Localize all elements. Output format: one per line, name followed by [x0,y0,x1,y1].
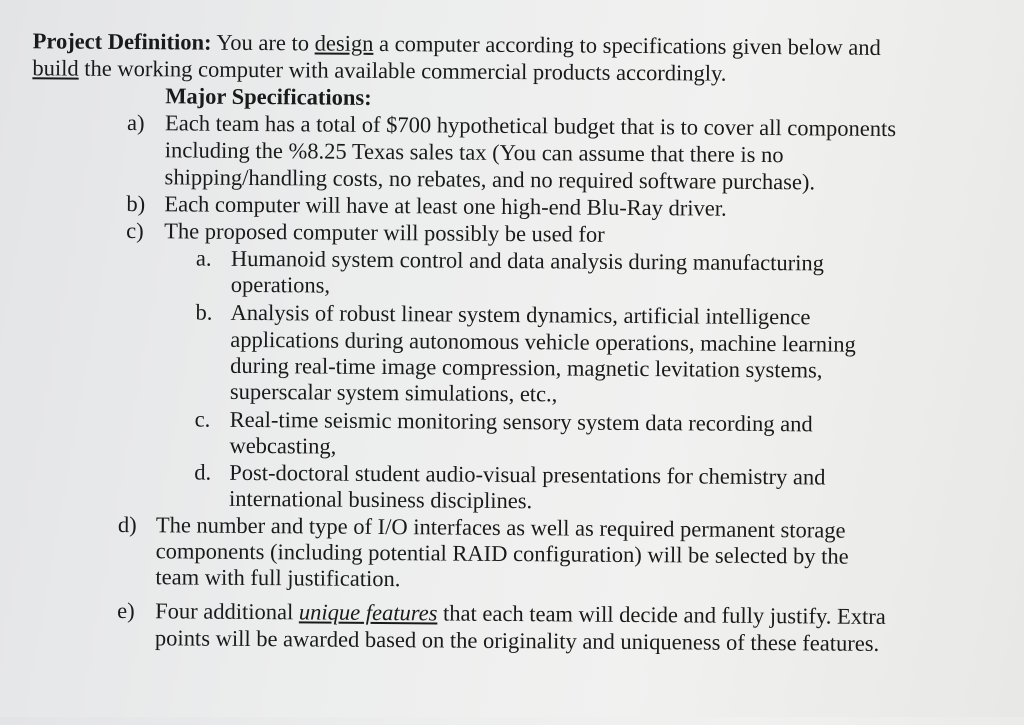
sub-item-b-line-3: during real-time image compression, magnetic levitation systems, [230,352,823,383]
item-e-line-2: points will be awarded based on the originality and uniqueness of these features. [154,625,880,656]
item-b-line-1: Each computer will have at least one high-end Blu-Ray driver. [164,191,727,221]
design-word: design [314,30,374,56]
item-a-marker: a) [126,110,145,136]
sub-item-c-marker: c. [194,406,211,432]
sub-item-a-marker: a. [195,245,212,271]
sub-item-d-marker: d. [194,459,212,485]
item-a-line-1: Each team has a total of $700 hypothetical budget that is to cover all components [164,110,897,142]
major-specifications-heading: Major Specifications: [165,83,372,110]
project-definition-line-2: build the working computer with available commercial products accordingly. [32,55,727,86]
sub-item-d-line-2: international business disciplines. [228,485,533,514]
item-d-marker: d) [117,511,137,538]
sub-item-c-line-1: Real-time seismic monitoring sensory system data recording and [229,406,813,437]
item-e-line-1: Four additional unique features that each team will decide and fully justify. Extra [155,598,886,629]
item-d-line-3: team with full justification. [155,564,401,592]
item-c-marker: c) [126,217,144,244]
sub-item-b-marker: b. [195,299,213,325]
unique-features-phrase: unique features [298,599,438,626]
item-a-line-2: including the %8.25 Texas sales tax (You can assume that there is no [164,137,784,168]
item-b-marker: b) [126,190,146,217]
sub-item-c-line-2: webcasting, [229,432,337,459]
sub-item-b-line-4: superscalar system simulations, etc., [229,378,558,407]
item-e-marker: e) [117,597,135,624]
sub-item-b-line-1: Analysis of robust linear system dynamics, artificial intelligence [230,299,811,330]
sub-item-a-line-1: Humanoid system control and data analysis during manufacturing [230,245,825,276]
sub-item-d-line-1: Post-doctoral student audio-visual presentations for chemistry and [229,459,826,490]
item-c-line-1: The proposed computer will possibly be used for [164,218,605,247]
project-definition-title: Project Definition: [32,28,212,55]
sub-item-a-line-2: operations, [230,271,331,298]
item-a-line-3: shipping/handling costs, no rebates, and no required software purchase). [164,164,816,195]
item-d-line-2: components (including potential RAID configuration) will be selected by the [155,538,849,569]
project-definition-line-1: Project Definition: You are to design a computer according to specifications given below and [32,28,881,60]
item-d-line-1: The number and type of I/O interfaces as well as required permanent storage [155,512,846,543]
sub-item-b-line-2: applications during autonomous vehicle operations, machine learning [230,326,856,357]
build-word: build [32,55,79,81]
